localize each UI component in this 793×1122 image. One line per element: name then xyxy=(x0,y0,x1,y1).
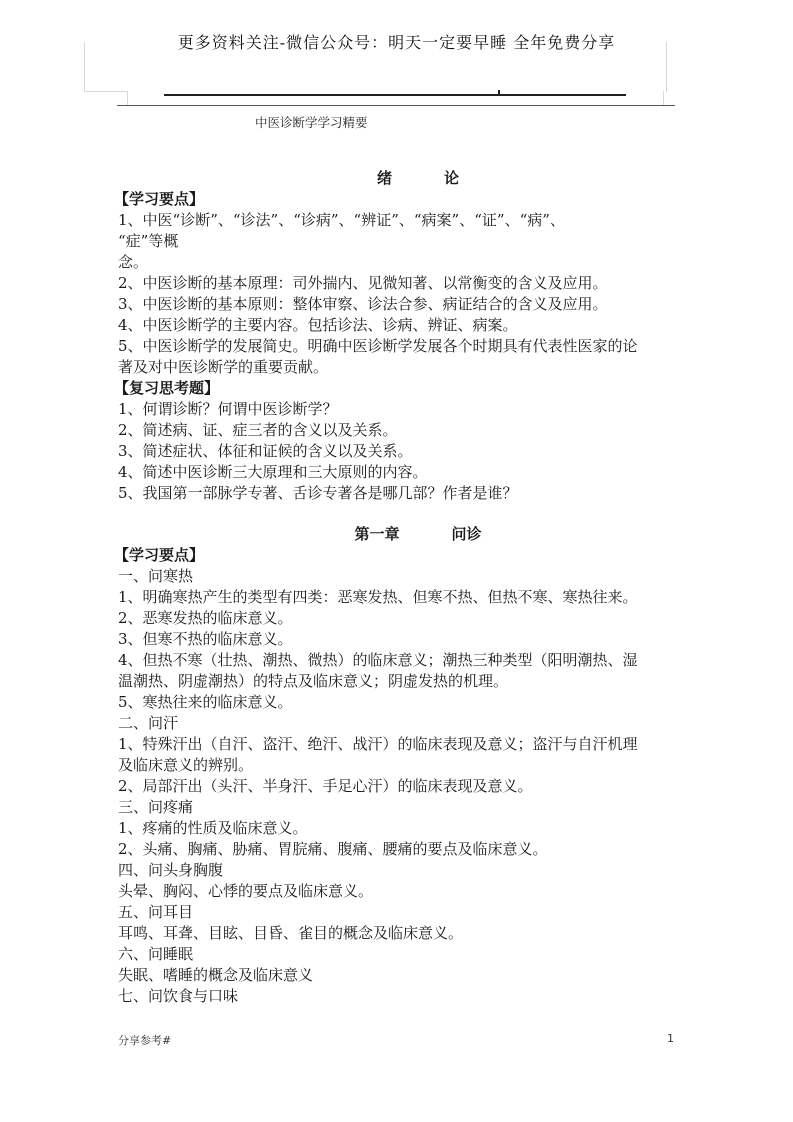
paragraph-line: 念。 xyxy=(118,253,149,271)
paragraph-line: 失眠、嗜睡的概念及临床意义 xyxy=(118,966,314,984)
page-header-rule xyxy=(117,105,675,106)
review-heading: 【复习思考题】 xyxy=(114,379,220,397)
paragraph-line: 一、问寒热 xyxy=(118,567,194,585)
question-line: 3、简述症状、体征和证候的含义以及关系。 xyxy=(118,442,413,460)
page-number: 1 xyxy=(667,1032,674,1045)
paragraph-line: 2、恶寒发热的临床意义。 xyxy=(118,609,293,627)
paragraph-line: 4、中医诊断学的主要内容。包括诊法、诊病、辨证、病案。 xyxy=(118,316,518,334)
paragraph-line: 2、中医诊断的基本原理：司外揣内、见微知著、以常衡变的含义及应用。 xyxy=(118,274,608,292)
paragraph-line: 1、明确寒热产生的类型有四类：恶寒发热、但寒不热、但热不寒、寒热往来。 xyxy=(118,588,638,606)
document-header-title: 中医诊断学学习精要 xyxy=(255,115,368,130)
paragraph-line: 2、局部汗出（头汗、半身汗、手足心汗）的临床表现及意义。 xyxy=(118,777,533,795)
watermark-banner: 更多资料关注-微信公众号：明天一定要早睡 全年免费分享 xyxy=(177,33,616,52)
paragraph-line: 2、头痛、胸痛、胁痛、胃脘痛、腹痛、腰痛的要点及临床意义。 xyxy=(118,840,548,858)
footer-note: 分享参考# xyxy=(118,1034,172,1047)
question-line: 5、我国第一部脉学专著、舌诊专著各是哪几部？作者是谁？ xyxy=(118,484,518,502)
paragraph-line: 5、中医诊断学的发展简史。明确中医诊断学发展各个时期具有代表性医家的论 xyxy=(118,337,638,355)
title-part: 绪 xyxy=(376,169,392,187)
title-part: 问诊 xyxy=(451,525,482,543)
key-points-heading: 【学习要点】 xyxy=(114,546,205,564)
document-body xyxy=(114,168,678,1007)
paragraph-line: 1、特殊汗出（自汗、盗汗、绝汗、战汗）的临床表现及意义；盗汗与自汗机理 xyxy=(118,735,638,753)
paragraph-line: 5、寒热往来的临床意义。 xyxy=(118,693,293,711)
paragraph-line: 温潮热、阴虚潮热）的特点及临床意义；阴虚发热的机理。 xyxy=(118,672,509,690)
section-title-chapter1 xyxy=(118,524,678,545)
header-frame-line xyxy=(84,42,85,92)
question-line: 1、何谓诊断？何谓中医诊断学？ xyxy=(118,400,338,418)
header-rule xyxy=(164,94,626,96)
paragraph-line: 4、但热不寒（壮热、潮热、微热）的临床意义；潮热三种类型（阳明潮热、湿 xyxy=(118,651,638,669)
paragraph-line: 六、问睡眠 xyxy=(118,945,194,963)
paragraph-line: “症”等概 xyxy=(118,232,179,250)
header-frame-line xyxy=(127,91,128,105)
question-line: 4、简述中医诊断三大原理和三大原则的内容。 xyxy=(118,463,428,481)
paragraph-line: 四、问头身胸腹 xyxy=(118,861,224,879)
paragraph-line: 七、问饮食与口味 xyxy=(118,987,239,1005)
header-frame-line xyxy=(666,42,667,92)
paragraph-line: 3、中医诊断的基本原则：整体审察、诊法合参、病证结合的含义及应用。 xyxy=(118,295,608,313)
paragraph-line: 二、问汗 xyxy=(118,714,179,732)
section-title-intro xyxy=(118,168,678,189)
paragraph-line: 五、问耳目 xyxy=(118,903,194,921)
question-line: 2、简述病、证、症三者的含义以及关系。 xyxy=(118,421,398,439)
title-part: 第一章 xyxy=(354,525,400,543)
paragraph-line: 及临床意义的辨别。 xyxy=(118,756,254,774)
key-points-heading: 【学习要点】 xyxy=(114,190,205,208)
paragraph-line: 耳鸣、耳聋、目眩、目昏、雀目的概念及临床意义。 xyxy=(118,924,464,942)
paragraph-line: 著及对中医诊断学的重要贡献。 xyxy=(118,358,329,376)
title-part: 论 xyxy=(444,169,460,187)
header-rule-mark xyxy=(498,90,500,95)
header-frame-line xyxy=(663,91,664,105)
paragraph-line: 1、中医“诊断”、“诊法”、“诊病”、“辨证”、“病案”、“证”、“病”、 xyxy=(118,211,565,229)
paragraph-line: 3、但寒不热的临床意义。 xyxy=(118,630,293,648)
paragraph-line: 头晕、胸闷、心悸的要点及临床意义。 xyxy=(118,882,374,900)
header-frame-line xyxy=(84,91,127,92)
paragraph-line: 三、问疼痛 xyxy=(118,798,194,816)
paragraph-line: 1、疼痛的性质及临床意义。 xyxy=(118,819,308,837)
